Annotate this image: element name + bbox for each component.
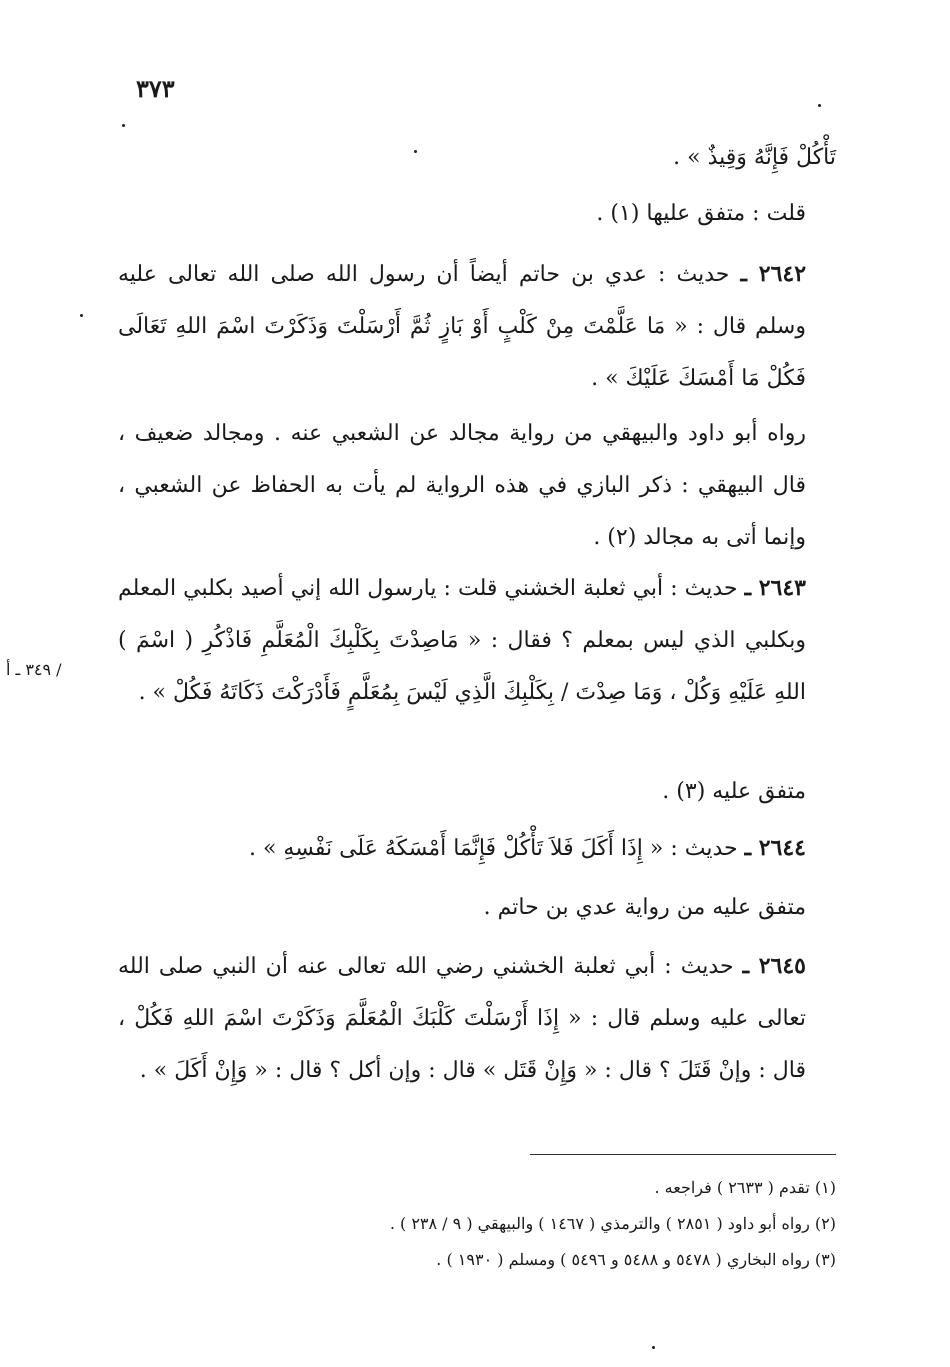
scan-speck bbox=[80, 314, 83, 317]
hadith-paragraph bbox=[118, 822, 836, 875]
footnote-2: (٢) رواه أبو داود ( ٢٨٥١ ) والترمذي ( ١٤٦٧ ) والبيهقي ( ٩ / ٢٣٨ ) . bbox=[389, 1214, 836, 1233]
footnotes bbox=[200, 1170, 836, 1278]
footnote-1: (١) تقدم ( ٢٦٣٣ ) فراجعه . bbox=[654, 1178, 836, 1197]
hadith-paragraph bbox=[118, 940, 836, 1097]
text-block-2 bbox=[118, 188, 836, 240]
text-block-6 bbox=[118, 766, 836, 818]
scan-speck bbox=[818, 104, 821, 107]
text-block-4 bbox=[118, 408, 836, 564]
hadith-paragraph bbox=[118, 248, 836, 405]
hadith-text: حديث : أبي ثعلبة الخشني رضي الله تعالى عنه أن النبي صلى الله تعالى عليه وسلم قال : « إِذَا أَرْسَلْتَ كَلْبَكَ الْمُعَلَّمَ وَذَكَرْتَ اسْمَ اللهِ فَكُلْ ، قال : وإنْ قَتَلَ ؟ قال : « وَإِنْ قَتَل » قال : وإن أكل ؟ قال : « وَإِنْ أَكَلَ » . bbox=[118, 954, 806, 1083]
margin-manuscript-reference: / ٣٤٩ ـ أ bbox=[6, 660, 62, 679]
text-block-3 bbox=[118, 248, 836, 405]
hadith-number: ٢٦٤٤ ـ bbox=[744, 835, 806, 861]
footnote-divider bbox=[530, 1154, 836, 1155]
paragraph-note: قلت : متفق عليها (١) . bbox=[596, 201, 806, 226]
hadith-text: حديث : « إِذَا أَكَلَ فَلاَ تَأْكُلْ فَإِنَّمَا أَمْسَكَهُ عَلَى نَفْسِهِ » . bbox=[248, 836, 738, 861]
text-block-1 bbox=[118, 132, 836, 184]
scan-speck bbox=[122, 124, 125, 127]
paragraph-note: متفق عليه (٣) . bbox=[662, 779, 806, 804]
paragraph-note: متفق عليه من رواية عدي بن حاتم . bbox=[483, 895, 806, 920]
text-block-9 bbox=[118, 940, 836, 1097]
text-block-7 bbox=[118, 822, 836, 875]
hadith-number: ٢٦٤٥ ـ bbox=[742, 953, 806, 979]
hadith-text: حديث : عدي بن حاتم أيضاً أن رسول الله صلى الله تعالى عليه وسلم قال : « مَا عَلَّمْتَ مِنْ كَلْبٍ أَوْ بَازٍ ثُمَّ أَرْسَلْتَ وَذَكَرْتَ اسْمَ اللهِ تَعَالَى فَكُلْ مَا أَمْسَكَ عَلَيْكَ » . bbox=[118, 262, 806, 391]
commentary-paragraph: رواه أبو داود والبيهقي من رواية مجالد عن الشعبي عنه . ومجالد ضعيف ، قال البيهقي : ذكر البازي في هذه الرواية لم يأت به الحفاظ عن الشعبي ، وإنما أتى به مجالد (٢) . bbox=[118, 421, 806, 550]
page-number: ٣٧٣ bbox=[136, 74, 175, 103]
hadith-paragraph bbox=[118, 562, 836, 719]
scan-speck bbox=[652, 1346, 655, 1349]
text-block-8 bbox=[118, 882, 836, 934]
footnote-3: (٣) رواه البخاري ( ٥٤٧٨ و ٥٤٨٨ و ٥٤٩٦ ) ومسلم ( ١٩٣٠ ) . bbox=[436, 1250, 836, 1269]
hadith-text: حديث : أبي ثعلبة الخشني قلت : يارسول الله إني أصيد بكلبي المعلم وبكلبي الذي ليس بمعلم ؟ فقال : « مَاصِدْتَ بِكَلْبِكَ الْمُعَلَّمِ فَاذْكُرِ ( اسْمَ ) اللهِ عَلَيْهِ وَكُلْ ، وَمَا صِدْتَ / بِكَلْبِكَ الَّذِي لَيْسَ بِمُعَلَّمٍ فَأَدْرَكْتَ ذَكَاتَهُ فَكُلْ » . bbox=[118, 576, 806, 705]
scan-speck bbox=[414, 150, 417, 153]
text-block-5 bbox=[118, 562, 836, 719]
hadith-number: ٢٦٤٣ ـ bbox=[744, 575, 806, 601]
paragraph-continuation: تَأْكُلْ فَإِنَّهُ وَقِيذٌ » . bbox=[673, 145, 836, 170]
hadith-number: ٢٦٤٢ ـ bbox=[740, 261, 807, 287]
